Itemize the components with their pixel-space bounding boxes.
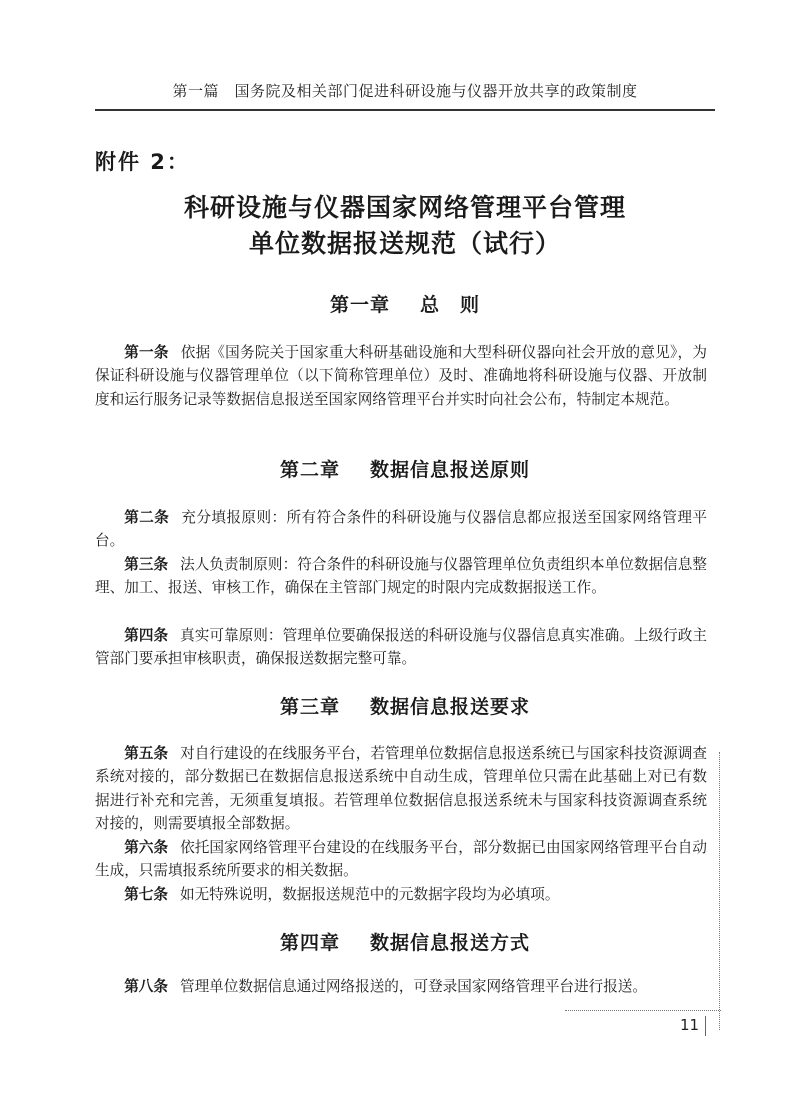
article-5 [95, 742, 707, 836]
page-number: 11 [680, 1016, 700, 1034]
chapter-name: 数据信息报送原则 [370, 459, 531, 481]
margin-dotted-guide [719, 752, 720, 1030]
article-text: 依据《国务院关于国家重大科研基础设施和大型科研仪器向社会开放的意见》，为保证科研设施与仪器管理单位（以下简称管理单位）及时、准确地将科研设施与仪器、开放制度和运行服务记录等数据信息报送至国家网络管理平台并实时向社会公布，特制定本规范。 [95, 344, 707, 408]
article-number: 第二条 [124, 509, 170, 526]
article-1 [95, 341, 707, 411]
article-text: 真实可靠原则：管理单位要确保报送的科研设施与仪器信息真实准确。上级行政主管部门要承担审核职责，确保报送数据完整可靠。 [95, 627, 707, 668]
running-header: 第一篇 国务院及相关部门促进科研设施与仪器开放共享的政策制度 [172, 82, 638, 100]
footer-dotted-guide [565, 1010, 721, 1011]
article-number: 第五条 [124, 745, 169, 762]
article-text: 充分填报原则：所有符合条件的科研设施与仪器信息都应报送至国家网络管理平台。 [95, 509, 707, 550]
article-number: 第七条 [124, 886, 168, 903]
document-title-line-2: 单位数据报送规范（试行） [248, 229, 561, 258]
article-4 [95, 624, 707, 671]
chapter-heading-3 [95, 692, 715, 719]
article-2 [95, 506, 707, 553]
article-number: 第四条 [124, 627, 169, 644]
chapter-heading-2 [95, 455, 715, 482]
article-3 [95, 553, 707, 600]
article-8 [95, 975, 707, 998]
chapter-name: 数据信息报送要求 [370, 696, 531, 718]
article-number: 第八条 [124, 978, 168, 995]
article-6 [95, 836, 707, 883]
chapter-number: 第三章 [279, 696, 340, 718]
chapter-number: 第二章 [279, 459, 340, 481]
article-7 [95, 883, 707, 906]
header-rule [95, 109, 715, 111]
chapter-heading-4 [95, 928, 715, 955]
article-text: 法人负责制原则：符合条件的科研设施与仪器管理单位负责组织本单位数据信息整理、加工、报送、审核工作，确保在主管部门规定的时限内完成数据报送工作。 [95, 556, 707, 597]
chapter-name: 总 则 [420, 294, 481, 316]
article-text: 对自行建设的在线服务平台，若管理单位数据信息报送系统已与国家科技资源调查系统对接的，部分数据已在数据信息报送系统中自动生成，管理单位只需在此基础上对已有数据进行补充和完善，无须重复填报。若管理单位数据信息报送系统未与国家科技资源调查系统对接的，则需要填报全部数据。 [95, 745, 707, 833]
article-number: 第三条 [124, 556, 169, 573]
attachment-label: 附件 2： [95, 150, 190, 174]
document-title-line-1: 科研设施与仪器国家网络管理平台管理 [183, 193, 626, 222]
article-text: 依托国家网络管理平台建设的在线服务平台，部分数据已由国家网络管理平台自动生成，只需填报系统所要求的相关数据。 [95, 839, 707, 880]
chapter-name: 数据信息报送方式 [370, 932, 531, 954]
chapter-number: 第一章 [329, 294, 390, 316]
article-number: 第六条 [124, 839, 169, 856]
chapter-heading-1 [95, 290, 715, 317]
article-text: 管理单位数据信息通过网络报送的，可登录国家网络管理平台进行报送。 [179, 978, 647, 995]
article-number: 第一条 [124, 344, 169, 361]
chapter-number: 第四章 [279, 932, 340, 954]
article-text: 如无特殊说明，数据报送规范中的元数据字段均为必填项。 [179, 886, 560, 903]
page-number-rule [705, 1016, 706, 1036]
